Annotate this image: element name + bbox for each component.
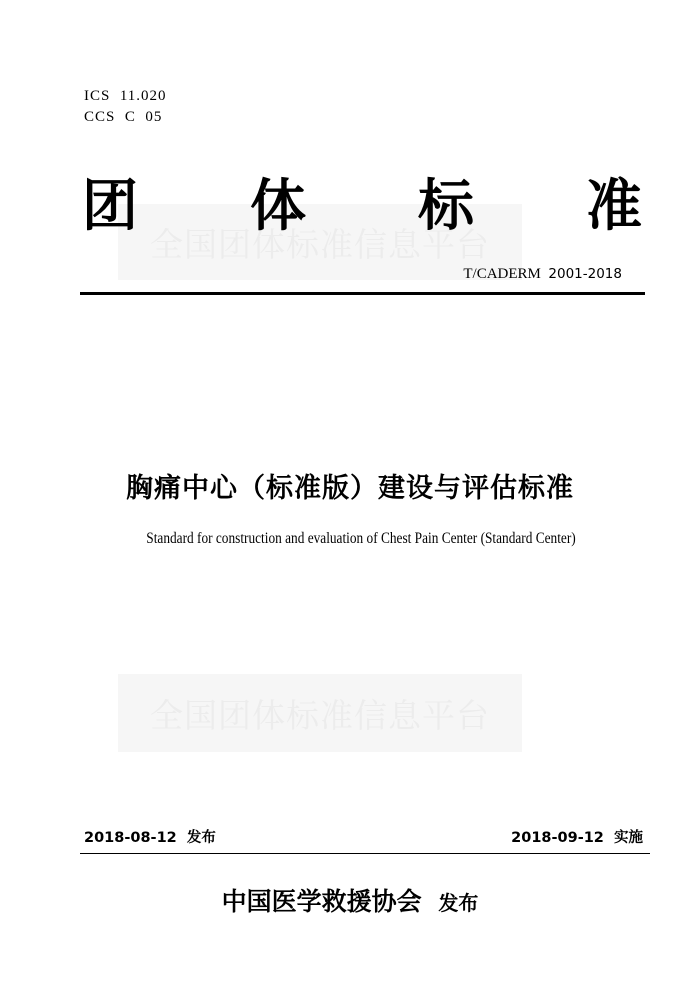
watermark-bottom: 全国团体标准信息平台 <box>118 674 522 752</box>
standard-year: 2001-2018 <box>548 266 622 282</box>
issuer-org: 中国医学救援协会 <box>221 887 422 916</box>
ccs-value: C 05 <box>124 109 163 125</box>
title-char-1: 团 <box>82 173 138 239</box>
publish-date-value: 2018-08-12 <box>84 830 177 846</box>
publish-label: 发布 <box>186 830 216 846</box>
ics-value: 11.020 <box>119 88 167 104</box>
footer-divider <box>80 853 650 854</box>
ics-label: ICS <box>84 88 111 104</box>
ccs-label: CCS <box>84 109 116 125</box>
header-divider <box>80 292 645 295</box>
ccs-code <box>84 109 162 126</box>
issuer-line <box>0 882 700 918</box>
publish-date <box>84 826 216 847</box>
standard-type-title <box>82 170 642 242</box>
issuer-action: 发布 <box>438 891 479 915</box>
title-char-3: 标 <box>418 173 474 239</box>
title-char-4: 准 <box>586 173 642 239</box>
document-title-en: Standard for construction and evaluation of Chest Pain Center (Standard Center) <box>146 530 576 547</box>
watermark-top: 全国团体标准信息平台 <box>118 204 522 280</box>
implement-label: 实施 <box>614 830 643 846</box>
implement-date <box>511 826 643 847</box>
standard-number <box>463 266 622 283</box>
ics-code <box>84 88 167 105</box>
title-char-2: 体 <box>250 173 306 239</box>
standard-code: T/CADERM <box>463 266 541 282</box>
implement-date-value: 2018-09-12 <box>511 830 604 846</box>
document-title-zh: 胸痛中心（标准版）建设与评估标准 <box>126 473 574 504</box>
